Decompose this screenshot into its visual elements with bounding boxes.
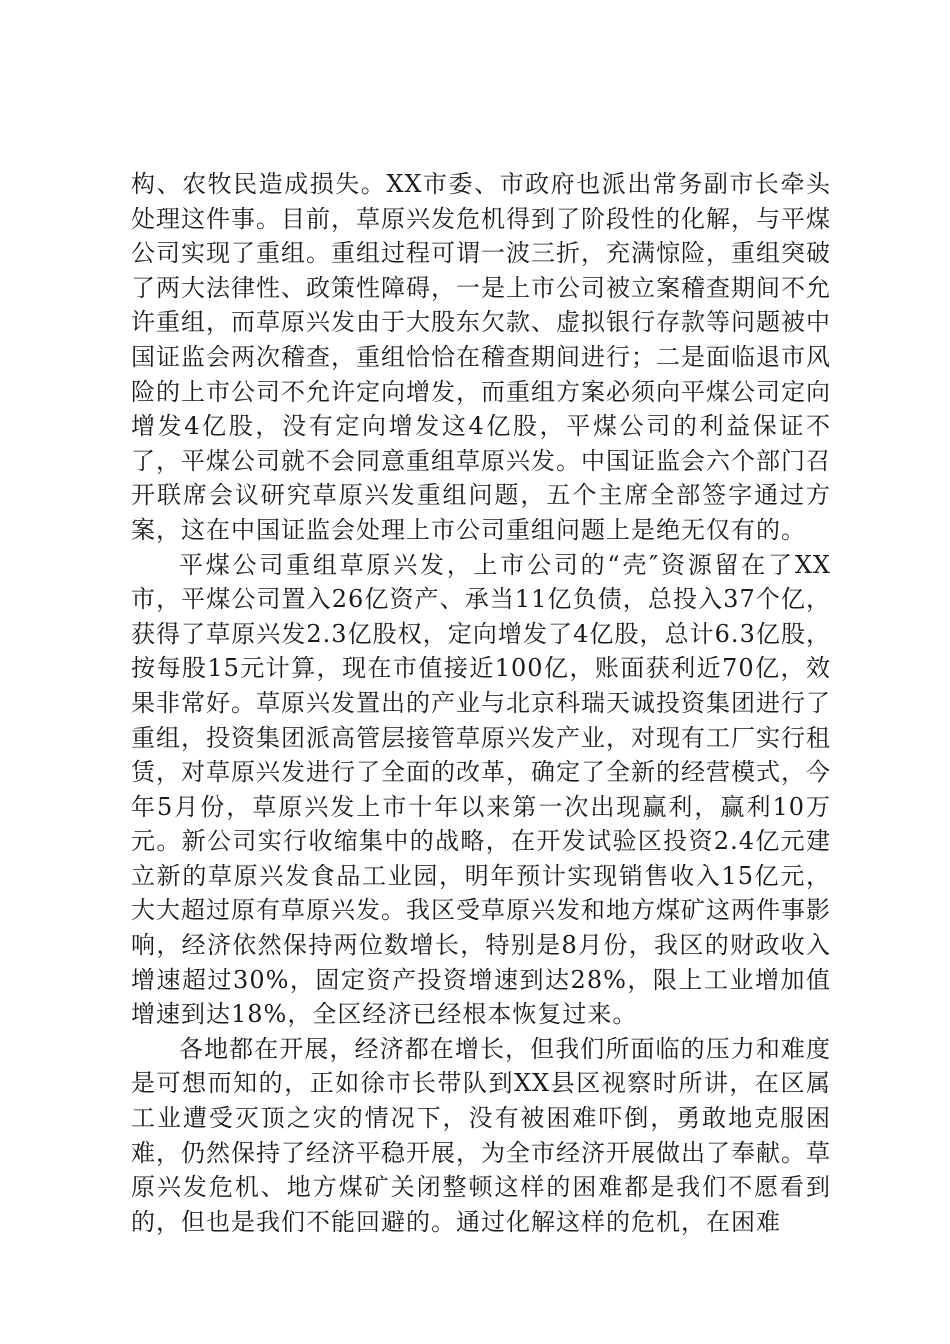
paragraph-3: 各地都在开展，经济都在增长，但我们所面临的压力和难度是可想而知的，正如徐市长带队到XX县区视察时所讲，在区属工业遭受灭顶之灾的情况下，没有被困难吓倒，勇敢地克服困难，仍然保持了经济平稳开展，为全市经济开展做出了奉献。草原兴发危机、地方煤矿关闭整顿这样的困难都是我们不愿看到的，但也是我们不能回避的。通过化解这样的危机，在困难: [131, 1034, 831, 1236]
document-body: [131, 167, 831, 1239]
paragraph-2: 平煤公司重组草原兴发，上市公司的“壳″资源留在了XX市，平煤公司置入26亿资产、承当11亿负债，总投入37个亿，获得了草原兴发2.3亿股权，定向增发了4亿股，总计6.3亿股，按每股15元计算，现在市值接近100亿，账面获利近70亿，效果非常好。草原兴发置出的产业与北京科瑞天诚投资集团进行了重组，投资集团派高管层接管草原兴发产业，对现有工厂实行租赁，对草原兴发进行了全面的改革，确定了全新的经营模式，今年5月份，草原兴发上市十年以来第一次出现赢利，赢利10万元。新公司实行收缩集中的战略，在开发试验区投资2.4亿元建立新的草原兴发食品工业园，明年预计实现销售收入15亿元，大大超过原有草原兴发。我区受草原兴发和地方煤矿这两件事影响，经济依然保持两位数增长，特别是8月份，我区的财政收入增速超过30%，固定资产投资增速到达28%，限上工业增加值增速到达18%，全区经济已经根本恢复过来。: [131, 550, 831, 1029]
paragraph-1: 构、农牧民造成损失。XX市委、市政府也派出常务副市长牵头处理这件事。目前，草原兴发危机得到了阶段性的化解，与平煤公司实现了重组。重组过程可谓一波三折，充满惊险，重组突破了两大法律性、政策性障碍，一是上市公司被立案稽查期间不允许重组，而草原兴发由于大股东欠款、虚拟银行存款等问题被中国证监会两次稽查，重组恰恰在稽查期间进行；二是面临退市风险的上市公司不允许定向增发，而重组方案必须向平煤公司定向增发4亿股，没有定向增发这4亿股，平煤公司的利益保证不了，平煤公司就不会同意重组草原兴发。中国证监会六个部门召开联席会议研究草原兴发重组问题，五个主席全部签字通过方案，这在中国证监会处理上市公司重组问题上是绝无仅有的。: [131, 170, 831, 544]
